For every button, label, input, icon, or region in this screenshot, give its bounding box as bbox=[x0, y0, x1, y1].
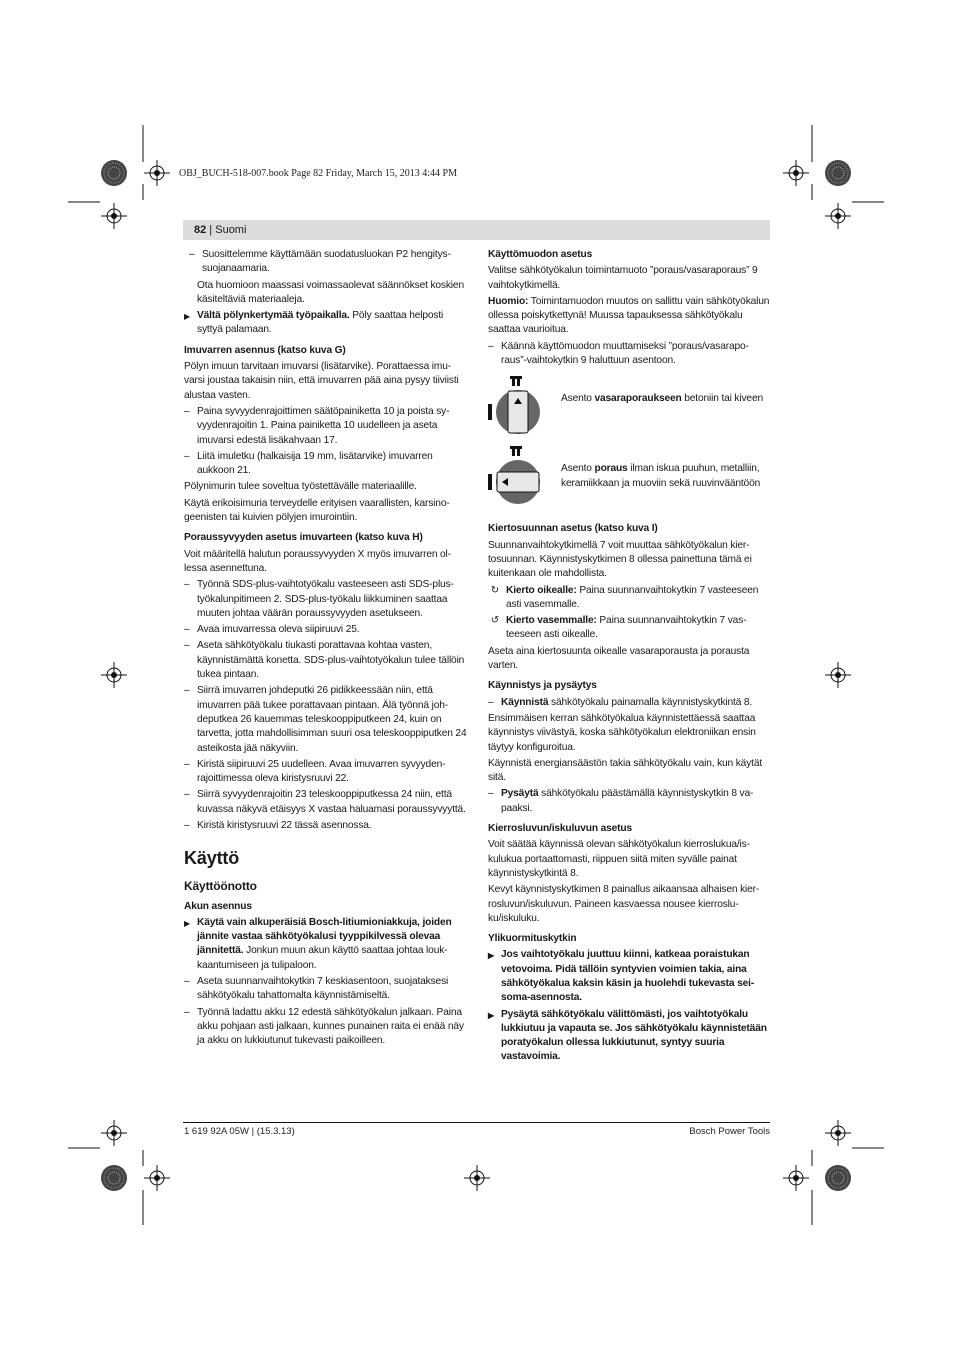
vacuum-note-1: Pölynimurin tulee soveltua työstettävälle materiaalille. bbox=[184, 481, 417, 493]
drill-switch-icon bbox=[488, 444, 548, 514]
depth-heading: Poraussyvyyden asetus imuvarteen (katso kuva H) bbox=[184, 532, 423, 544]
drill-mode-text: Asento poraus ilman iskua puuhun, metalliin, keramiikkaan ja muoviin sekä ruuvinvääntöön bbox=[561, 463, 761, 489]
mode-heading: Käyttömuodon asetus bbox=[488, 249, 593, 260]
footer-rule bbox=[183, 1122, 770, 1123]
file-header: OBJ_BUCH-518-007.book Page 82 Friday, March 15, 2013 4:44 PM bbox=[179, 168, 457, 179]
battery-warning: ▶ Käytä vain alkuperäisiä Bosch-litiumioniakkuja, joiden jännite vastaa sähkötyökalusi tyyppikilvessä olevaa jännitettä. Jonkun muun akun käyttö saattaa johtaa loukkaantumiseen ja tulipaloon. bbox=[184, 916, 467, 973]
overload-warning-2: ▶ Pysäytä sähkötyökalu välittömästi, jos vaihtotyökalu lukkiutuu ja vapauta se. Jos sähkötyökalu käynnistetään poratyökalun ollessa lukkiutunut, syntyy suuria vastavoimia. bbox=[488, 1008, 770, 1065]
hammer-drill-mode-text: Asento vasaraporaukseen betoniin tai kiveen bbox=[561, 393, 763, 405]
speed-text-2: Kevyt käynnistyskytkimen 8 painallus aikaansaa alhaisen kierrosluvun/iskuluvun. Paineen kasvaessa nousee kierrosluku/iskuluku. bbox=[488, 884, 760, 924]
intro-note: Ota huomioon maassasi voimassaolevat säännökset koskien käsiteltäviä materiaaleja. bbox=[197, 279, 464, 305]
stop-step: – Pysäytä sähkötyökalu päästämällä käynnistyskytkin 8 vapaaksi. bbox=[488, 787, 770, 816]
start-heading: Käynnistys ja pysäytys bbox=[488, 680, 597, 692]
rotation-heading: Kiertosuunnan asetus (katso kuva I) bbox=[488, 523, 658, 535]
overload-heading: Ylikuormituskytkin bbox=[488, 933, 577, 945]
section-title-operation: Käyttö bbox=[184, 848, 240, 869]
depth-step-6: – Siirrä syvyydenrajoitin 23 teleskooppiputkessa 24 niin, että kuvassa näkyvä etäisyys X vastaa haluamasi poraussyvyyttä. bbox=[184, 788, 467, 817]
vacuum-heading: Imuvarren asennus (katso kuva G) bbox=[184, 344, 346, 356]
depth-step-3: – Aseta sähkötyökalu tiukasti porattavaa kohtaa vasten, käynnistämättä konetta. SDS-plus-vaihtotyökalun tulee tällöin tukea pintaan. bbox=[184, 639, 467, 682]
vacuum-intro: Pölyn imuun tarvitaan imuvarsi (lisätarvike). Porattaessa imuvarsi joustaa takaisin niin, että imuvarren pää aina pysyy tiiviisti alustaa vasten. bbox=[184, 361, 459, 401]
vacuum-step-2: – Liitä imuletku (halkaisija 19 mm, lisätarvike) imuvarren aukkoon 21. bbox=[184, 450, 467, 479]
start-step: – Käynnistä sähkötyökalu painamalla käynnistyskytkintä 8. bbox=[488, 696, 770, 710]
start-note-2: Käynnistä energiansäästön takia sähkötyökalu vain, kun käytät sitä. bbox=[488, 757, 763, 784]
battery-step-2: – Työnnä ladattu akku 12 edestä sähkötyökalun jalkaan. Paina akku pohjaan asti jalkaan, kunnes punainen raita ei enää näy ja akku on lukkiutunut tukevasti paikoilleen. bbox=[184, 1006, 467, 1049]
battery-step-1: – Aseta suunnanvaihtokytkin 7 keskiasentoon, suojataksesi sähkötyökalu tahattomalta käynnistämiseltä. bbox=[184, 975, 467, 1004]
vacuum-note-2: Käytä erikoisimuria terveydelle erityisen vaarallisten, karsinogeenisten tai kuivien pölyjen imurointiin. bbox=[184, 497, 450, 524]
page-number: 82 bbox=[194, 224, 207, 236]
rotation-note: Aseta aina kiertosuunta oikealle vasaraporausta ja porausta varten. bbox=[488, 645, 750, 672]
depth-step-2: – Avaa imuvarressa oleva siipiruuvi 25. bbox=[184, 623, 467, 637]
right-rotation-item: ↻ Kierto oikealle: Paina suunnanvaihtokytkin 7 vasteeseen asti vasemmalle. bbox=[488, 584, 770, 613]
right-column bbox=[488, 248, 770, 1067]
subsection-title-commissioning: Käyttöönotto bbox=[184, 879, 257, 894]
depth-step-1: – Työnnä SDS-plus-vaihtotyökalu vasteeseen asti SDS-plus-työkalunpitimeen 2. SDS-plus-työkalu liikkuminen saattaa muuten johtaa väärän poraussyvyyden asetukseen. bbox=[184, 578, 467, 621]
depth-step-7: – Kiristä kiristysruuvi 22 tässä asennossa. bbox=[184, 819, 467, 833]
counterclockwise-arrow-icon: ↺ bbox=[490, 615, 500, 627]
hammer-drill-switch-icon bbox=[488, 374, 548, 444]
overload-warning-1: ▶ Jos vaihtotyökalu juuttuu kiinni, katkeaa poraistukan vetovoima. Pidä tällöin syntyvien voimien takia, aina sähkötyökalua kaksin käsin ja huolehdi tukevasta seisoma-asennosta. bbox=[488, 948, 770, 1005]
left-column bbox=[184, 248, 467, 1051]
hammer-drill-mode-row bbox=[488, 374, 770, 446]
vacuum-step-1: – Paina syvyydenrajoittimen säätöpainiketta 10 ja poista syvyydenrajoitin 1. Paina painiketta 10 uudelleen ja aseta imuvarsi edestä lisäkahvaan 17. bbox=[184, 405, 467, 448]
header-language: Suomi bbox=[215, 224, 247, 236]
page-header-bar bbox=[183, 220, 770, 240]
depth-step-4: – Siirrä imuvarren johdeputki 26 pidikkeessään niin, että imuvarren pää tukee porattavaan pintaan. Älä työnnä johdeputkea 26 kauemmas teleskooppiputkeen 24, kuin on tarvetta, jotta mahdollisimman suuri osa teleskooppiputken 24 asteikosta jää näkyviin. bbox=[184, 684, 467, 755]
intro-dash-item: – Suosittelemme käyttämään suodatusluokan P2 hengityssuojanaamaria. bbox=[189, 248, 467, 277]
depth-step-5: – Kiristä siipiruuvi 25 uudelleen. Avaa imuvarren syvyydenrajoittimessa oleva kiristysruuvi 22. bbox=[184, 758, 467, 787]
mode-step: – Käännä käyttömuodon muuttamiseksi ”poraus/vasaraporaus”-vaihtokytkin 9 haluttuun asentoon. bbox=[488, 340, 770, 369]
left-rotation-item: ↺ Kierto vasemmalle: Paina suunnanvaihtokytkin 7 vasteeseen asti oikealle. bbox=[488, 614, 770, 643]
footer-right: Bosch Power Tools bbox=[689, 1126, 770, 1137]
mode-note: Huomio: Toimintamuodon muutos on sallittu vain sähkötyökalun ollessa poiskytkettynä! Muussa tapauksessa sähkötyökalu saattaa vaurioitua. bbox=[488, 295, 770, 336]
speed-heading: Kierrosluvun/iskuluvun asetus bbox=[488, 823, 632, 835]
header-separator: | bbox=[206, 224, 216, 236]
speed-text-1: Voit säätää käynnissä olevan sähkötyökalun kierroslukua/iskulukua portaattomasti, riippuen siitä miten syvälle painat käynnistyskytkintä 8. bbox=[488, 839, 750, 879]
battery-heading: Akun asennus bbox=[184, 900, 252, 912]
depth-intro: Voit määritellä halutun poraussyvyyden X myös imuvarren ollessa asennettuna. bbox=[184, 548, 452, 574]
start-note-1: Ensimmäisen kerran sähkötyökalua käynnistettäessä saattaa käynnistys viivästyä, koska sähkötyökalun elektroniikan ensin täytyy konfiguroitua. bbox=[488, 712, 756, 753]
drill-mode-row bbox=[488, 444, 770, 516]
dust-warning: ▶ Vältä pölynkertymää työpaikalla. Pöly saattaa helposti syttyä palamaan. bbox=[184, 309, 467, 338]
footer-left: 1 619 92A 05W | (15.3.13) bbox=[184, 1126, 295, 1137]
mode-intro: Valitse sähkötyökalun toimintamuoto ”poraus/vasaraporaus” 9 vaihtokytkimellä. bbox=[488, 265, 758, 291]
clockwise-arrow-icon: ↻ bbox=[490, 584, 500, 596]
rotation-intro: Suunnanvaihtokytkimellä 7 voit muuttaa sähkötyökalun kiertosuunnan. Käynnistyskytkimen 8 ollessa painettuna tämä ei kuitenkaan ole mahdollista. bbox=[488, 539, 752, 580]
